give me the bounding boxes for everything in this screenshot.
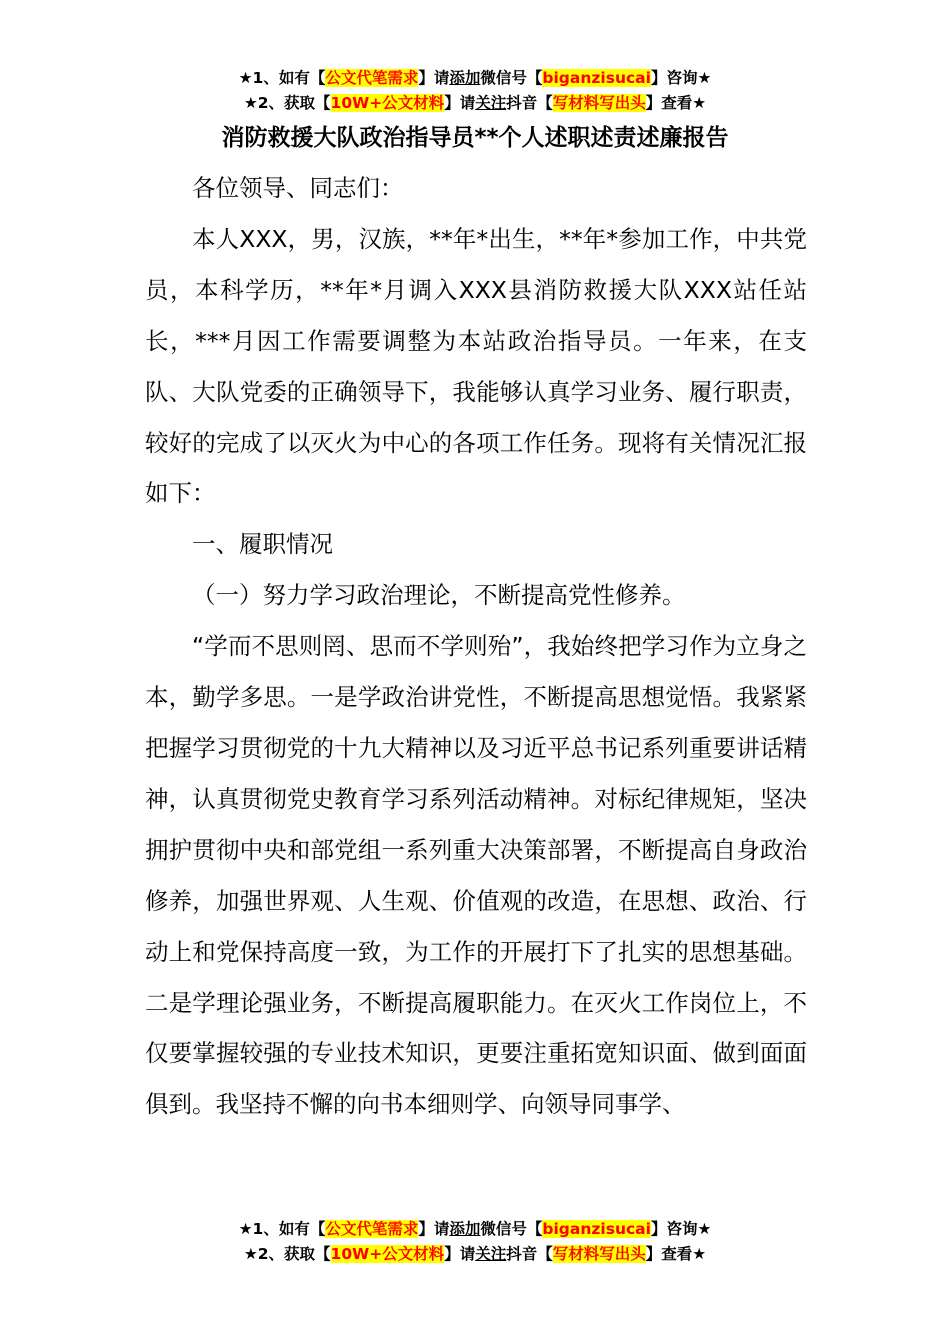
ad-text: 抖音【 [506, 1245, 553, 1263]
ad-text: 】请 [418, 1220, 450, 1238]
ad-text: 】请 [444, 1245, 476, 1263]
ad-underline: 关注 [475, 1245, 507, 1263]
salutation: 各位领导、同志们： [192, 174, 404, 202]
ad-text: 】咨询★ [650, 1220, 712, 1238]
paragraph-intro: 本人XXX，男，汉族，**年*出生，**年*参加工作，中共党员，本科学历，**年*月调入XXX县消防救援大队XXX站任站长，***月因工作需要调整为本站政治指导员。一年来，在支队、大队党委的正确领导下，我能够认真学习业务、履行职责，较好的完成了以灭火为中心的各项工作任务。现将有关情况汇报如下： [145, 224, 807, 508]
ad-highlight: 写材料写出头 [552, 1245, 646, 1263]
ad-text: 】咨询★ [650, 69, 712, 87]
ad-highlight: 公文代笔需求 [325, 1220, 419, 1238]
ad-underline: 关注 [475, 94, 507, 112]
ad-highlight: 写材料写出头 [552, 94, 646, 112]
ad-text: 】查看★ [645, 94, 707, 112]
ad-text: 】请 [418, 69, 450, 87]
ad-line-2 [0, 1242, 950, 1267]
ad-text: ★1、如有【 [238, 69, 326, 87]
document-title: 消防救援大队政治指导员**个人述职述责述廉报告 [221, 125, 729, 151]
ad-highlight: biganzisucai [542, 69, 651, 87]
section-heading: 一、履职情况 [192, 530, 333, 559]
ad-banner-bottom [0, 1217, 950, 1267]
ad-text: 抖音【 [506, 94, 553, 112]
ad-highlight: 10W+公文材料 [330, 94, 445, 112]
paragraph-body: “学而不思则罔、思而不学则殆”，我始终把学习作为立身之本，勤学多思。一是学政治讲党性，不断提高思想觉悟。我紧紧把握学习贯彻党的十九大精神以及习近平总书记系列重要讲话精神，认真贯彻党史教育学习系列活动精神。对标纪律规矩，坚决拥护贯彻中央和部党组一系列重大决策部署，不断提高自身政治修养，加强世界观、人生观、价值观的改造，在思想、政治、行动上和党保持高度一致，为工作的开展打下了扎实的思想基础。二是学理论强业务，不断提高履职能力。在灭火工作岗位上，不仅要掌握较强的专业技术知识，更要注重拓宽知识面、做到面面俱到。我坚持不懈的向书本细则学、向领导同事学、 [145, 632, 807, 1119]
subsection-heading: （一）努力学习政治理论，不断提高党性修养。 [192, 581, 686, 610]
ad-line-1 [0, 66, 950, 91]
ad-underline: 添加 [449, 1220, 481, 1238]
ad-banner-top [0, 66, 950, 116]
ad-text: 】请 [444, 94, 476, 112]
ad-text: 】查看★ [645, 1245, 707, 1263]
ad-text: ★1、如有【 [238, 1220, 326, 1238]
ad-text: 微信号【 [480, 1220, 543, 1238]
ad-line-2 [0, 91, 950, 116]
ad-line-1 [0, 1217, 950, 1242]
ad-text: ★2、获取【 [243, 94, 331, 112]
ad-text: 微信号【 [480, 69, 543, 87]
ad-highlight: 公文代笔需求 [325, 69, 419, 87]
ad-highlight: 10W+公文材料 [330, 1245, 445, 1263]
ad-underline: 添加 [449, 69, 481, 87]
ad-highlight: biganzisucai [542, 1220, 651, 1238]
ad-text: ★2、获取【 [243, 1245, 331, 1263]
document-body [145, 163, 807, 1130]
